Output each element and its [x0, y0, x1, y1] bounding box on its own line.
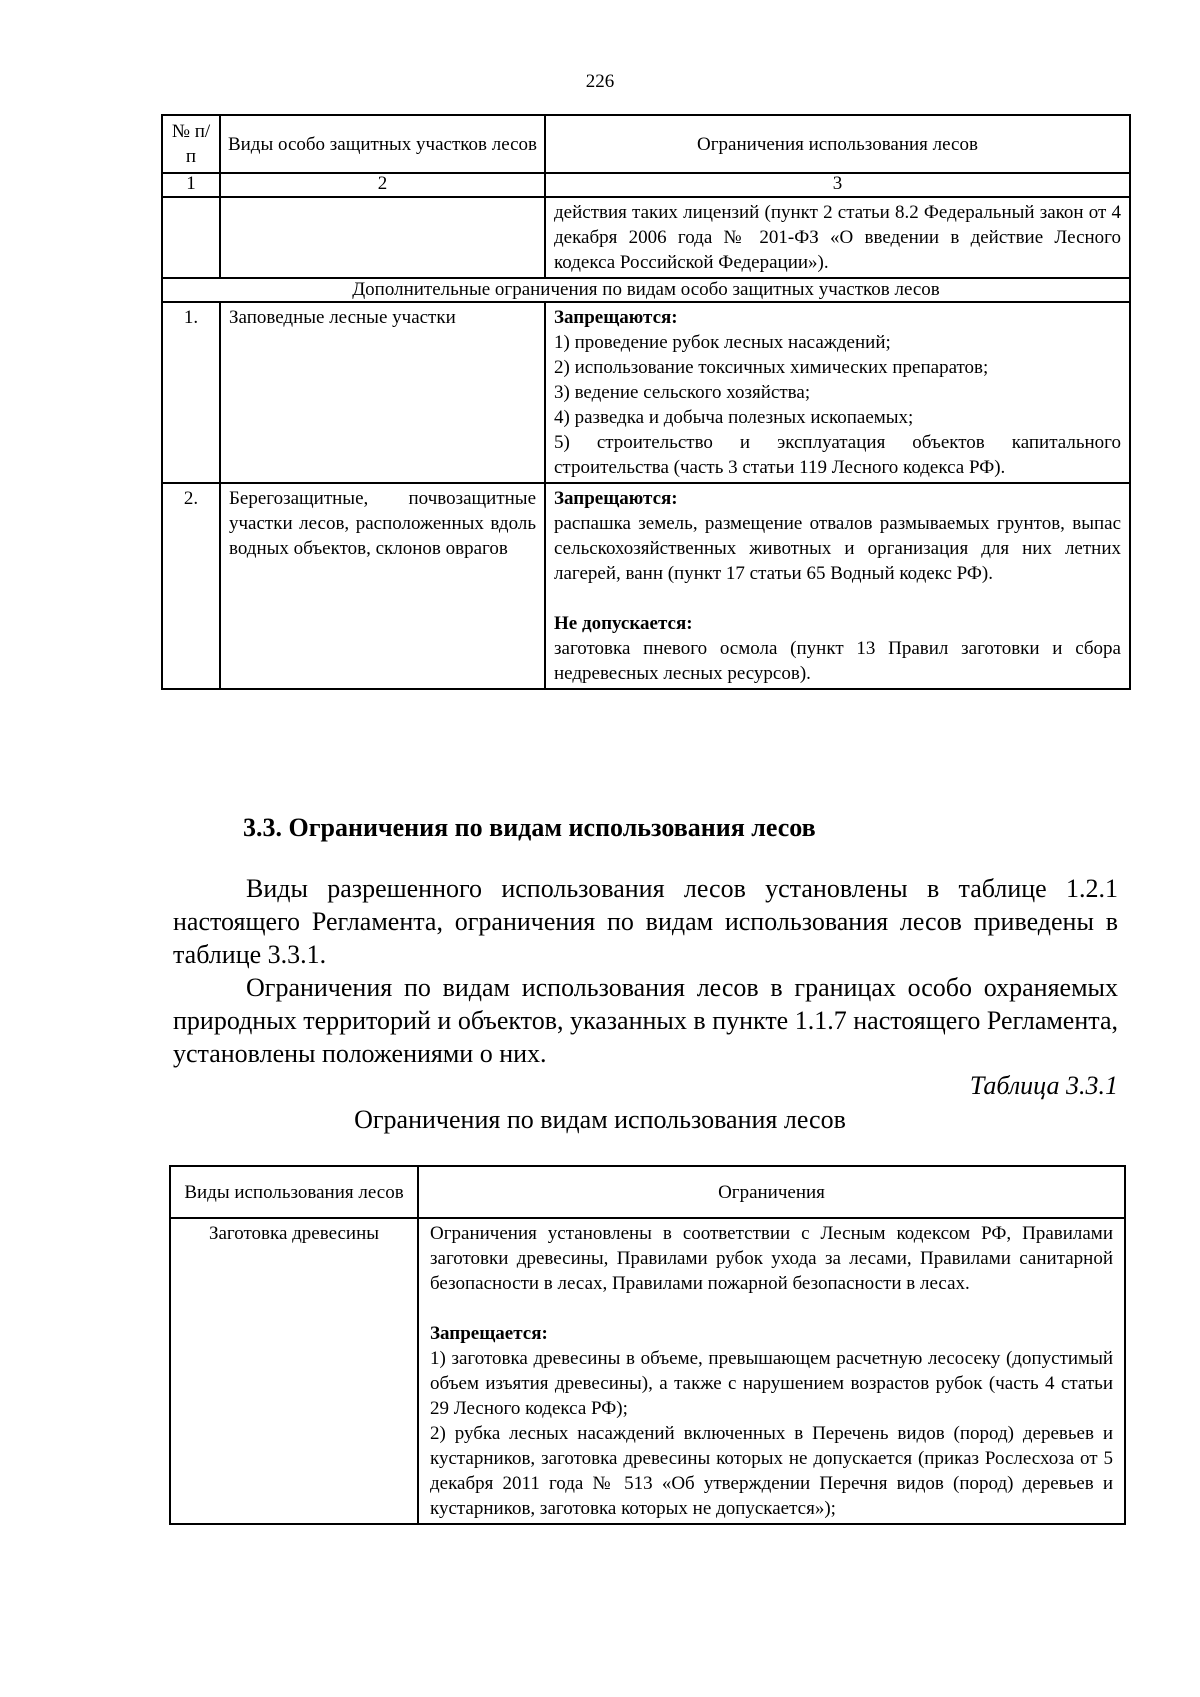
area-type: Заповедные лесные участки: [220, 302, 545, 483]
table-row: [162, 483, 1130, 689]
prohibited-heading: Запрещаются:: [554, 488, 678, 509]
table-header-cell: № п/п: [162, 115, 220, 173]
prohibited-heading: Запрещается:: [430, 1323, 548, 1344]
column-number: 1: [162, 173, 220, 197]
row-number: 2.: [162, 483, 220, 689]
section-title: 3.3. Ограничения по видам использования лесов: [243, 813, 816, 842]
continued-text: действия таких лицензий (пункт 2 статьи 8.2 Федеральный закон от 4 декабря 2006 года № 201-ФЗ «О введении в действие Лесного кодекса Российской Федерации»).: [545, 197, 1130, 278]
section-row: Дополнительные ограничения по видам особо защитных участков лесов: [162, 278, 1130, 302]
restriction-intro: Ограничения установлены в соответствии с Лесным кодексом РФ, Правилами заготовки древесины, Правилами рубок ухода за лесами, Правилами санитарной безопасности в лесах, Правилами пожарной безопасности в лесах.: [430, 1223, 1113, 1294]
table-header-cell: Виды особо защитных участков лесов: [220, 115, 545, 173]
restriction-text: заготовка пневого осмола (пункт 13 Правил заготовки и сбора недревесных лесных ресурсов).: [554, 638, 1121, 684]
restrictions: [545, 302, 1130, 483]
list-item: 1) заготовка древесины в объеме, превышающем расчетную лесосеку (допустимый объем изъятия древесины), а также с нарушением возрастов рубок (часть 4 статьи 29 Лесного кодекса РФ);: [430, 1348, 1113, 1419]
prohibited-heading: Запрещаются:: [554, 307, 678, 328]
restrictions: [545, 483, 1130, 689]
restriction-text: распашка земель, размещение отвалов размываемых грунтов, выпас сельскохозяйственных животных и организация для них летних лагерей, ванн (пункт 17 статьи 65 Водный кодекс РФ).: [554, 513, 1121, 584]
paragraph: Ограничения по видам использования лесов в границах особо охраняемых природных территорий и объектов, указанных в пункте 1.1.7 настоящего Регламента, установлены положениями о них.: [173, 973, 1118, 1068]
list-item: 3) ведение сельского хозяйства;: [554, 382, 811, 403]
page-number: 226: [585, 71, 615, 92]
row-number: 1.: [162, 302, 220, 483]
usage-restrictions-table: [169, 1165, 1126, 1525]
column-number: 2: [220, 173, 545, 197]
table-header-cell: Ограничения использования лесов: [545, 115, 1130, 173]
table-header-cell: Виды использования лесов: [170, 1166, 418, 1218]
table-label: Таблица 3.3.1: [969, 1071, 1118, 1100]
list-item: 2) использование токсичных химических препаратов;: [554, 357, 989, 378]
list-item: 2) рубка лесных насаждений включенных в Перечень видов (пород) деревьев и кустарников, заготовка древесины которых не допускается (приказ Рослесхоза от 5 декабря 2011 года № 513 «Об утверждении Перечня видов (пород) деревьев и кустарников, заготовка которых не допускается»);: [430, 1423, 1113, 1519]
table-row: [162, 302, 1130, 483]
restrictions: [418, 1218, 1125, 1524]
list-item: 1) проведение рубок лесных насаждений;: [554, 332, 891, 353]
table-header-cell: Ограничения: [418, 1166, 1125, 1218]
list-item: 5) строительство и эксплуатация объектов капитального строительства (часть 3 статьи 119 Лесного кодекса РФ).: [554, 432, 1121, 478]
table-title: Ограничения по видам использования лесов: [354, 1105, 846, 1134]
list-item: 4) разведка и добыча полезных ископаемых;: [554, 407, 914, 428]
paragraph: Виды разрешенного использования лесов установлены в таблице 1.2.1 настоящего Регламента, ограничения по видам использования лесов приведены в таблице 3.3.1.: [173, 874, 1118, 969]
column-number: 3: [545, 173, 1130, 197]
protected-areas-table: [161, 114, 1131, 690]
table-row: [162, 197, 1130, 278]
usage-type: Заготовка древесины: [170, 1218, 418, 1524]
table-row: [170, 1218, 1125, 1524]
area-type: Берегозащитные, почвозащитные участки лесов, расположенных вдоль водных объектов, склонов оврагов: [220, 483, 545, 689]
not-allowed-heading: Не допускается:: [554, 613, 693, 634]
